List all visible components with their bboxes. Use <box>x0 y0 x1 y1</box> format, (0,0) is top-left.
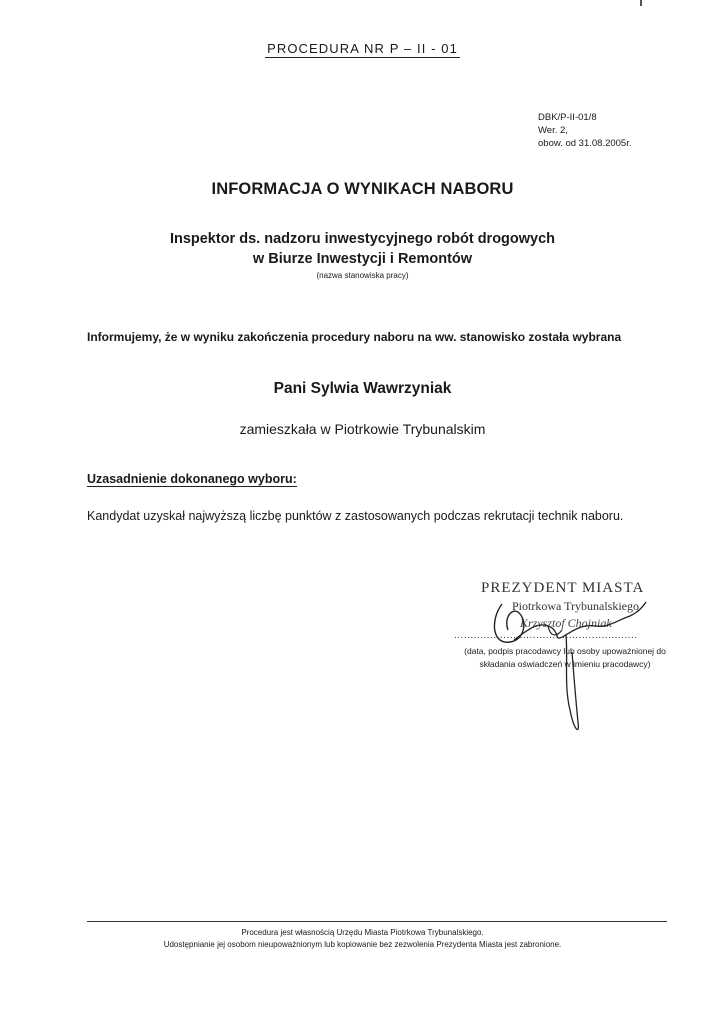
document-reference <box>538 111 632 150</box>
position-note: (nazwa stanowiska pracy) <box>316 271 409 280</box>
stamp-subtitle: Piotrkowa Trybunalskiego <box>512 599 640 613</box>
footer-divider <box>87 921 667 922</box>
footer-line-2: Udostępnianie jej osobom nieupoważnionym lub kopiowanie bez zezwolenia Prezydenta Miasta jest zabronione. <box>163 940 562 949</box>
signature-note-line-2: składania oświadczeń w imieniu pracodawcy) <box>479 659 651 669</box>
position-line-1: Inspektor ds. nadzoru inwestycyjnego robót drogowych <box>169 231 556 247</box>
footer <box>0 927 725 951</box>
stamp-title: PREZYDENT MIASTA <box>481 580 645 596</box>
justification-text: Kandydat uzyskał najwyższą liczbę punktów z zastosowanych podczas rekrutacji technik naboru. <box>87 509 624 523</box>
justification-heading: Uzasadnienie dokonanego wyboru: <box>87 472 297 486</box>
document-title: INFORMACJA O WYNIKACH NABORU <box>211 180 514 198</box>
position-line-2: w Biurze Inwestycji i Remontów <box>252 251 473 267</box>
selected-person-name: Pani Sylwia Wawrzyniak <box>273 380 452 397</box>
inform-text: Informujemy, że w wyniku zakończenia procedury naboru na ww. stanowisko została wybrana <box>87 330 622 344</box>
signature-note <box>440 645 690 671</box>
procedure-header <box>0 41 725 56</box>
doc-code: DBK/P-II-01/8 <box>538 112 597 123</box>
position-name <box>0 229 725 269</box>
doc-valid-from: obow. od 31.08.2005r. <box>538 138 632 149</box>
stamp-name: Krzysztof Chojniak <box>520 616 612 630</box>
footer-line-1: Procedura jest własnością Urzędu Miasta Piotrkowa Trybunalskiego. <box>241 928 484 937</box>
selected-person-residence: zamieszkała w Piotrkowie Trybunalskim <box>239 421 486 437</box>
doc-version: Wer. 2, <box>538 125 568 136</box>
signature-note-line-1: (data, podpis pracodawcy lub osoby upoważnionej do <box>464 646 666 656</box>
signature-dotted-line: ........................................................ <box>454 630 638 641</box>
procedure-number: PROCEDURA NR P – II - 01 <box>267 41 458 56</box>
scan-mark <box>640 0 642 6</box>
